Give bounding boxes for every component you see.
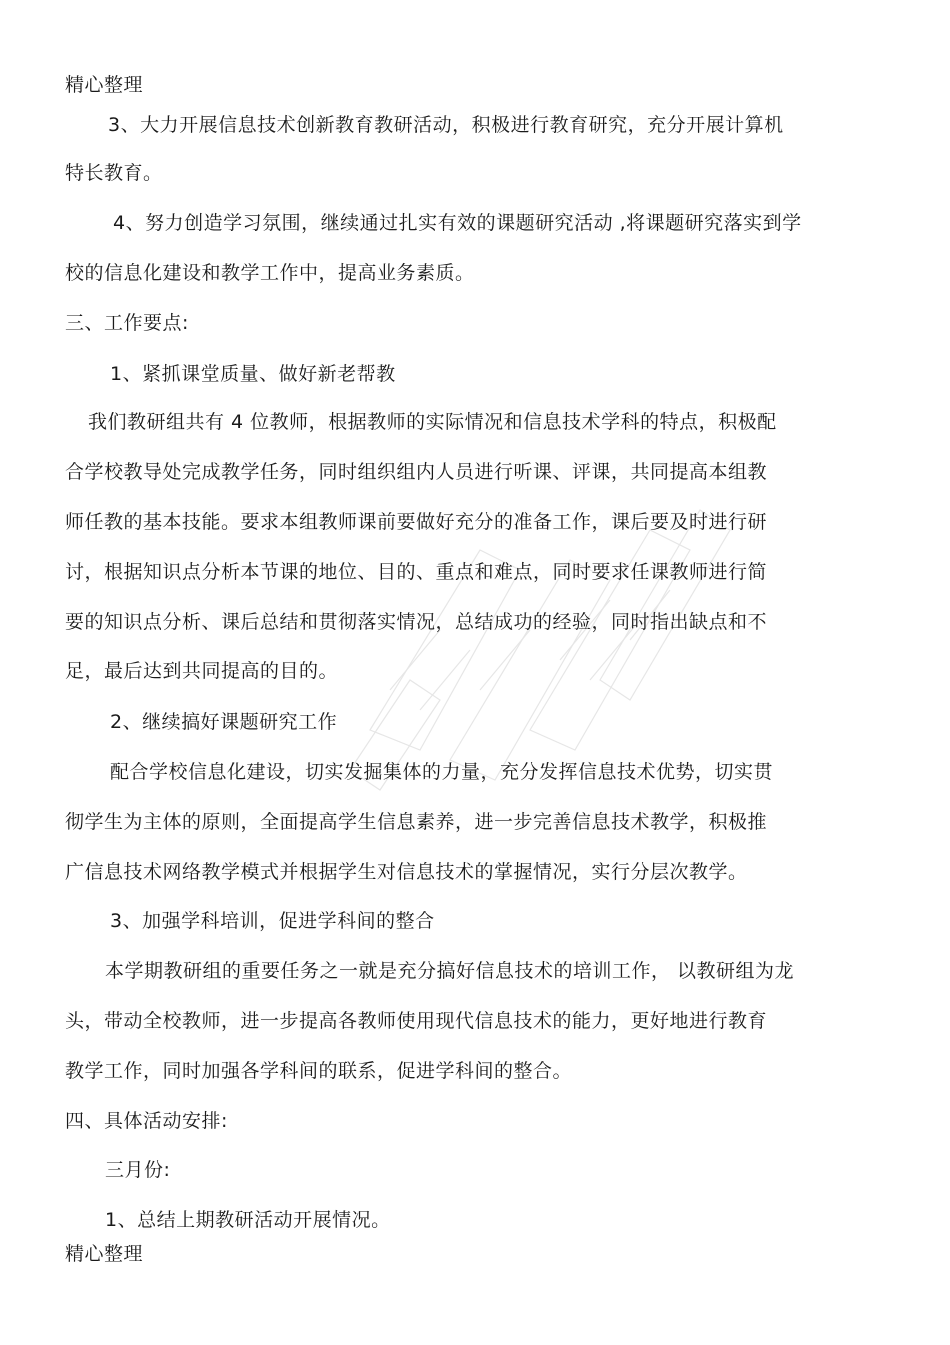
month-heading: 三月份:	[105, 1159, 171, 1181]
section-heading: 三、工作要点:	[65, 312, 189, 334]
paragraph-line: 本学期教研组的重要任务之一就是充分搞好信息技术的培训工作， 以教研组为龙	[105, 960, 795, 982]
paragraph-line: 4、努力创造学习氛围，继续通过扎实有效的课题研究活动 ,将课题研究落实到学	[113, 212, 802, 234]
paragraph-line: 3、大力开展信息技术创新教育教研活动，积极进行教育研究，充分开展计算机	[108, 114, 784, 136]
page-header: 精心整理	[65, 74, 144, 96]
subsection-heading: 3、加强学科培训，促进学科间的整合	[110, 910, 435, 932]
paragraph-line: 校的信息化建设和教学工作中，提高业务素质。	[65, 262, 475, 284]
paragraph-line: 特长教育。	[65, 162, 163, 184]
paragraph-line: 教学工作，同时加强各学科间的联系，促进学科间的整合。	[65, 1060, 573, 1082]
paragraph-line: 足，最后达到共同提高的目的。	[65, 660, 339, 682]
page-footer: 精心整理	[65, 1243, 144, 1265]
paragraph-line: 彻学生为主体的原则，全面提高学生信息素养，进一步完善信息技术教学，积极推	[65, 811, 768, 833]
paragraph-line: 配合学校信息化建设，切实发掘集体的力量，充分发挥信息技术优势，切实贯	[110, 761, 774, 783]
section-heading: 四、具体活动安排:	[65, 1110, 228, 1132]
paragraph-line: 广信息技术网络教学模式并根据学生对信息技术的掌握情况，实行分层次教学。	[65, 861, 748, 883]
paragraph-line: 要的知识点分析、课后总结和贯彻落实情况，总结成功的经验，同时指出缺点和不	[65, 611, 768, 633]
subsection-heading: 1、紧抓课堂质量、做好新老帮教	[110, 363, 396, 385]
paragraph-line: 我们教研组共有 4 位教师，根据教师的实际情况和信息技术学科的特点，积极配	[88, 411, 777, 433]
paragraph-line: 师任教的基本技能。要求本组教师课前要做好充分的准备工作，课后要及时进行研	[65, 511, 768, 533]
paragraph-line: 合学校教导处完成教学任务，同时组织组内人员进行听课、评课，共同提高本组教	[65, 461, 768, 483]
paragraph-line: 头，带动全校教师，进一步提高各教师使用现代信息技术的能力，更好地进行教育	[65, 1010, 768, 1032]
subsection-heading: 2、继续搞好课题研究工作	[110, 711, 338, 733]
list-item: 1、总结上期教研活动开展情况。	[105, 1209, 391, 1231]
paragraph-line: 讨，根据知识点分析本节课的地位、目的、重点和难点，同时要求任课教师进行简	[65, 561, 768, 583]
